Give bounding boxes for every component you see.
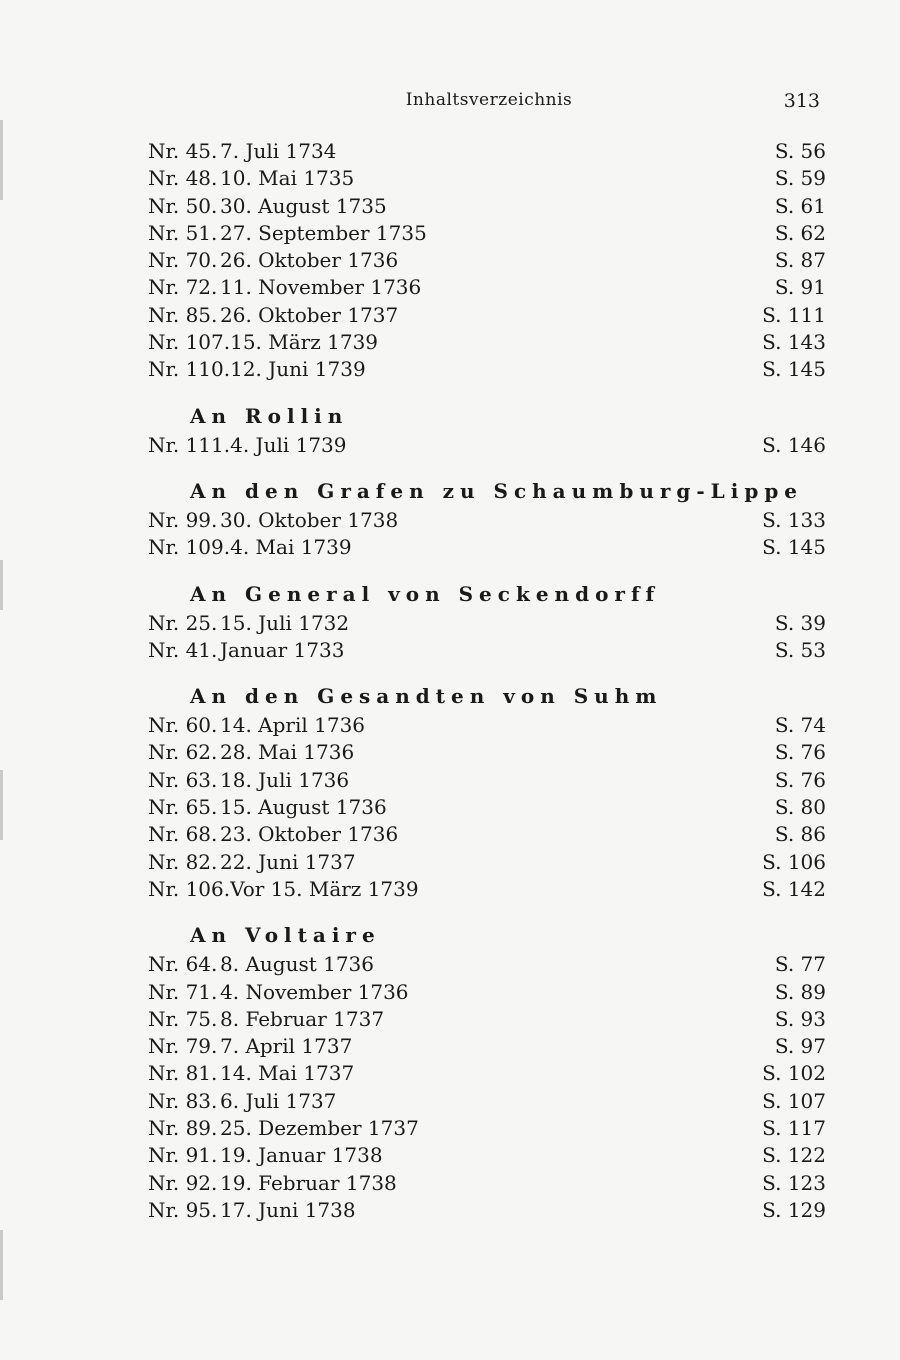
entry-label bbox=[148, 739, 354, 766]
page-reference: S. 107 bbox=[762, 1088, 826, 1113]
binding-edge-mark bbox=[0, 120, 3, 200]
page-reference: S. 86 bbox=[774, 822, 826, 847]
toc-entry bbox=[148, 767, 830, 794]
letter-date: 30. August 1735 bbox=[220, 193, 387, 218]
page-reference: S. 56 bbox=[774, 139, 826, 163]
toc-entry bbox=[148, 712, 830, 739]
page-reference: S. 61 bbox=[774, 193, 826, 218]
letter-date: 28. Mai 1736 bbox=[220, 740, 355, 765]
entry-label bbox=[148, 876, 419, 903]
entry-label bbox=[148, 274, 421, 301]
toc-entry bbox=[148, 637, 830, 664]
page-reference: S. 53 bbox=[774, 637, 826, 662]
toc-entry bbox=[148, 220, 830, 247]
toc-entry bbox=[148, 1197, 830, 1224]
toc-entry bbox=[148, 876, 830, 903]
letter-date: 14. Mai 1737 bbox=[220, 1061, 355, 1086]
entry-label bbox=[148, 1060, 354, 1087]
letter-date: 12. Juni 1739 bbox=[230, 357, 366, 382]
entry-label bbox=[148, 138, 336, 165]
letter-date: 10. Mai 1735 bbox=[220, 166, 355, 191]
letter-date: Vor 15. März 1739 bbox=[230, 876, 419, 901]
table-of-contents bbox=[148, 138, 830, 1224]
letter-date: 27. September 1735 bbox=[220, 220, 427, 245]
letter-date: 7. April 1737 bbox=[220, 1034, 353, 1059]
page-reference: S. 39 bbox=[774, 610, 826, 635]
letter-number: Nr. 25. bbox=[148, 610, 218, 635]
letter-date: 19. Januar 1738 bbox=[220, 1143, 383, 1168]
entry-label bbox=[148, 356, 366, 383]
entry-label bbox=[148, 220, 427, 247]
toc-entry bbox=[148, 302, 830, 329]
page-reference: S. 122 bbox=[762, 1143, 826, 1168]
section-heading: An Rollin bbox=[190, 403, 349, 428]
letter-number: Nr. 106. bbox=[148, 876, 231, 901]
toc-entry bbox=[148, 138, 830, 165]
page-reference: S. 146 bbox=[762, 432, 826, 457]
letter-date: 7. Juli 1734 bbox=[220, 139, 337, 163]
entry-label bbox=[148, 794, 387, 821]
letter-number: Nr. 75. bbox=[148, 1006, 218, 1031]
entry-label bbox=[148, 1197, 356, 1224]
entry-label bbox=[148, 507, 398, 534]
letter-number: Nr. 50. bbox=[148, 193, 218, 218]
letter-number: Nr. 83. bbox=[148, 1088, 218, 1113]
letter-number: Nr. 72. bbox=[148, 275, 218, 300]
letter-number: Nr. 63. bbox=[148, 767, 218, 792]
letter-date: 14. April 1736 bbox=[220, 713, 366, 738]
entry-label bbox=[148, 1088, 336, 1115]
toc-entry bbox=[148, 794, 830, 821]
letter-date: 4. Juli 1739 bbox=[230, 432, 347, 457]
binding-edge-mark bbox=[0, 560, 3, 610]
page-reference: S. 145 bbox=[762, 357, 826, 382]
entry-label bbox=[148, 247, 398, 274]
page-reference: S. 145 bbox=[762, 535, 826, 560]
toc-entry bbox=[148, 1006, 830, 1033]
toc-entry bbox=[148, 951, 830, 978]
page-reference: S. 74 bbox=[774, 713, 826, 738]
letter-date: 15. August 1736 bbox=[220, 795, 387, 820]
page-reference: S. 80 bbox=[774, 795, 826, 820]
toc-entry bbox=[148, 193, 830, 220]
letter-date: 30. Oktober 1738 bbox=[220, 507, 399, 532]
page-reference: S. 76 bbox=[774, 740, 826, 765]
letter-number: Nr. 51. bbox=[148, 220, 218, 245]
letter-date: 8. Februar 1737 bbox=[220, 1006, 385, 1031]
letter-number: Nr. 111. bbox=[148, 432, 231, 457]
toc-entry bbox=[148, 1142, 830, 1169]
entry-label bbox=[148, 821, 398, 848]
letter-date: 26. Oktober 1737 bbox=[220, 302, 399, 327]
toc-entry bbox=[148, 432, 830, 459]
toc-entry bbox=[148, 1170, 830, 1197]
letter-number: Nr. 81. bbox=[148, 1061, 218, 1086]
letter-number: Nr. 65. bbox=[148, 795, 218, 820]
section-heading: An den Grafen zu Schaumburg-Lippe bbox=[190, 478, 804, 503]
toc-entry bbox=[148, 165, 830, 192]
entry-label bbox=[148, 165, 354, 192]
running-title: Inhaltsverzeichnis bbox=[405, 90, 573, 110]
entry-label bbox=[148, 1033, 352, 1060]
page-reference: S. 117 bbox=[762, 1116, 826, 1141]
toc-entry bbox=[148, 979, 830, 1006]
page-reference: S. 93 bbox=[774, 1006, 826, 1031]
page-reference: S. 89 bbox=[774, 979, 826, 1004]
entry-label bbox=[148, 1142, 383, 1169]
entry-label bbox=[148, 767, 349, 794]
letter-number: Nr. 60. bbox=[148, 713, 218, 738]
letter-number: Nr. 48. bbox=[148, 166, 218, 191]
letter-number: Nr. 85. bbox=[148, 302, 218, 327]
letter-number: Nr. 107. bbox=[148, 330, 231, 355]
section-heading: An Voltaire bbox=[190, 923, 381, 948]
page-number: 313 bbox=[783, 90, 820, 112]
entry-label bbox=[148, 712, 365, 739]
binding-edge-mark bbox=[0, 1230, 3, 1300]
toc-entry bbox=[148, 1060, 830, 1087]
page-reference: S. 133 bbox=[762, 507, 826, 532]
page-reference: S. 87 bbox=[774, 248, 826, 273]
entry-label bbox=[148, 610, 349, 637]
toc-entry bbox=[148, 739, 830, 766]
entry-label bbox=[148, 951, 374, 978]
page-reference: S. 59 bbox=[774, 166, 826, 191]
letter-date: 19. Februar 1738 bbox=[220, 1170, 397, 1195]
toc-entry bbox=[148, 507, 830, 534]
page-reference: S. 143 bbox=[762, 330, 826, 355]
letter-number: Nr. 82. bbox=[148, 849, 218, 874]
letter-date: 17. Juni 1738 bbox=[220, 1197, 356, 1222]
letter-number: Nr. 71. bbox=[148, 979, 218, 1004]
toc-entry bbox=[148, 821, 830, 848]
entry-label bbox=[148, 1170, 397, 1197]
letter-date: 6. Juli 1737 bbox=[220, 1088, 337, 1113]
letter-number: Nr. 64. bbox=[148, 952, 218, 977]
page-reference: S. 97 bbox=[774, 1034, 826, 1059]
letter-date: 25. Dezember 1737 bbox=[220, 1116, 419, 1141]
letter-number: Nr. 109. bbox=[148, 535, 231, 560]
entry-label bbox=[148, 193, 387, 220]
entry-label bbox=[148, 637, 344, 664]
page-reference: S. 91 bbox=[774, 275, 826, 300]
page-reference: S. 142 bbox=[762, 876, 826, 901]
toc-entry bbox=[148, 1115, 830, 1142]
toc-entry bbox=[148, 534, 830, 561]
letter-number: Nr. 91. bbox=[148, 1143, 218, 1168]
toc-entry bbox=[148, 356, 830, 383]
page-reference: S. 76 bbox=[774, 767, 826, 792]
entry-label bbox=[148, 534, 352, 561]
entry-label bbox=[148, 1006, 384, 1033]
entry-label bbox=[148, 432, 347, 459]
letter-number: Nr. 110. bbox=[148, 357, 231, 382]
page-reference: S. 102 bbox=[762, 1061, 826, 1086]
toc-entry bbox=[148, 247, 830, 274]
page-reference: S. 106 bbox=[762, 849, 826, 874]
letter-date: 4. Mai 1739 bbox=[230, 535, 352, 560]
page-reference: S. 77 bbox=[774, 952, 826, 977]
entry-label bbox=[148, 849, 356, 876]
letter-number: Nr. 99. bbox=[148, 507, 218, 532]
entry-label bbox=[148, 979, 409, 1006]
letter-date: 8. August 1736 bbox=[220, 952, 375, 977]
page-reference: S. 111 bbox=[762, 302, 826, 327]
letter-number: Nr. 45. bbox=[148, 139, 218, 163]
toc-entry bbox=[148, 329, 830, 356]
letter-date: 23. Oktober 1736 bbox=[220, 822, 399, 847]
letter-number: Nr. 89. bbox=[148, 1116, 218, 1141]
section-heading: An General von Seckendorff bbox=[190, 581, 661, 606]
letter-number: Nr. 41. bbox=[148, 637, 218, 662]
letter-date: 4. November 1736 bbox=[220, 979, 409, 1004]
letter-number: Nr. 92. bbox=[148, 1170, 218, 1195]
letter-number: Nr. 68. bbox=[148, 822, 218, 847]
entry-label bbox=[148, 329, 378, 356]
letter-date: 15. März 1739 bbox=[230, 330, 379, 355]
letter-date: 18. Juli 1736 bbox=[220, 767, 350, 792]
entry-label bbox=[148, 302, 398, 329]
letter-date: 26. Oktober 1736 bbox=[220, 248, 399, 273]
toc-entry bbox=[148, 610, 830, 637]
toc-entry bbox=[148, 1088, 830, 1115]
toc-entry bbox=[148, 849, 830, 876]
letter-date: 22. Juni 1737 bbox=[220, 849, 356, 874]
page-reference: S. 129 bbox=[762, 1197, 826, 1222]
toc-entry bbox=[148, 1033, 830, 1060]
letter-number: Nr. 95. bbox=[148, 1197, 218, 1222]
letter-number: Nr. 62. bbox=[148, 740, 218, 765]
page-reference: S. 62 bbox=[774, 220, 826, 245]
binding-edge-mark bbox=[0, 770, 3, 840]
page-reference: S. 123 bbox=[762, 1170, 826, 1195]
running-head bbox=[148, 90, 830, 116]
section-heading: An den Gesandten von Suhm bbox=[190, 684, 663, 709]
letter-number: Nr. 79. bbox=[148, 1034, 218, 1059]
letter-date: Januar 1733 bbox=[220, 637, 345, 662]
letter-date: 15. Juli 1732 bbox=[220, 610, 350, 635]
toc-entry bbox=[148, 274, 830, 301]
letter-number: Nr. 70. bbox=[148, 248, 218, 273]
entry-label bbox=[148, 1115, 419, 1142]
letter-date: 11. November 1736 bbox=[220, 275, 422, 300]
